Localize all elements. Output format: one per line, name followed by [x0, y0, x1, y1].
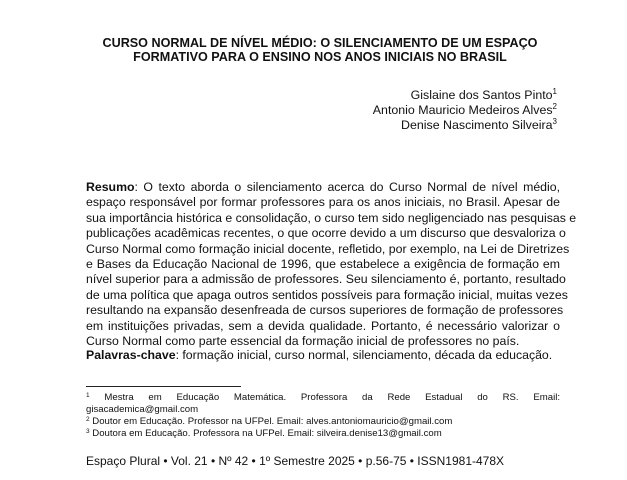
footnote-ref[interactable]: 2 [552, 102, 557, 111]
title-line-2: FORMATIVO PARA O ENSINO NOS ANOS INICIAIS NO BRASIL [133, 50, 507, 64]
abstract-line: resultando na expansão desenfreada de cursos superiores de formação de professores [86, 303, 564, 318]
author: Antonio Mauricio Medeiros Alves$^2$ [372, 102, 557, 117]
author-list [373, 88, 557, 133]
abstract-line: em instituições privadas, sem a devida qualidade. Portanto, é necessário valorizar o [86, 318, 560, 333]
abstract-line: Resumo: O texto aborda o silenciamento acerca do Curso Normal de nível médio, [86, 180, 560, 194]
abstract-line: publicações acadêmicas recentes, o que ocorre devido a um discurso que desvaloriza o [86, 226, 566, 241]
footnote-3: $^3$ Doutora em Educação. Professora na UFPel. Email: silveira.denise13@gmail.com [86, 428, 442, 439]
abstract-line: Curso Normal como formação inicial docente, refletido, por exemplo, na Lei de Diretrizes [86, 241, 570, 256]
abstract-line: e Bases da Educação Nacional de 1996, que estabelece a exigência de formação em [86, 257, 560, 272]
footnotes [86, 392, 560, 440]
abstract-line: sua importância histórica e consolidação, o curso tem sido negligenciado nas pesquisas e [86, 210, 577, 225]
footnote-ref[interactable]: 3 [552, 117, 557, 126]
keywords: Palavras-chave: formação inicial, curso normal, silenciamento, década da educação. [86, 348, 553, 362]
journal-footer: Espaço Plural • Vol. 21 • Nº 42 • 1º Semestre 2025 • p.56-75 • ISSN1981-478X [86, 454, 505, 468]
abstract-line: de uma política que apaga outros sentidos possíveis para formação inicial, muitas vezes [86, 287, 568, 302]
keywords-label: Palavras-chave [86, 348, 176, 362]
abstract-line: espaço responsável por formar professores para os anos iniciais, no Brasil. Apesar de [86, 195, 560, 210]
abstract-line: nível superior para a admissão de professores. Seu silenciamento é, portanto, resultado [86, 272, 566, 287]
footnote-1-email[interactable]: gisacademica@gmail.com [86, 404, 199, 415]
footnote-divider [86, 386, 241, 387]
footnote-ref[interactable]: 1 [552, 87, 557, 96]
author: Gislaine dos Santos Pinto$^1$ [410, 87, 557, 102]
author: Denise Nascimento Silveira$^3$ [401, 117, 557, 132]
article-title [60, 36, 580, 64]
title-line-1: CURSO NORMAL DE NÍVEL MÉDIO: O SILENCIAMENTO DE UM ESPAÇO [102, 36, 538, 50]
footnote-1: $^1$ Mestra em Educação Matemática. Professora da Rede Estadual do RS. Email: [86, 392, 560, 403]
abstract-line: Curso Normal como parte essencial da formação inicial de professores no país. [86, 334, 520, 349]
abstract [86, 180, 577, 349]
footnote-2: $^2$ Doutor em Educação. Professor na UFPel. Email: alves.antoniomauricio@gmail.com [86, 416, 453, 427]
abstract-label: Resumo [86, 180, 135, 194]
